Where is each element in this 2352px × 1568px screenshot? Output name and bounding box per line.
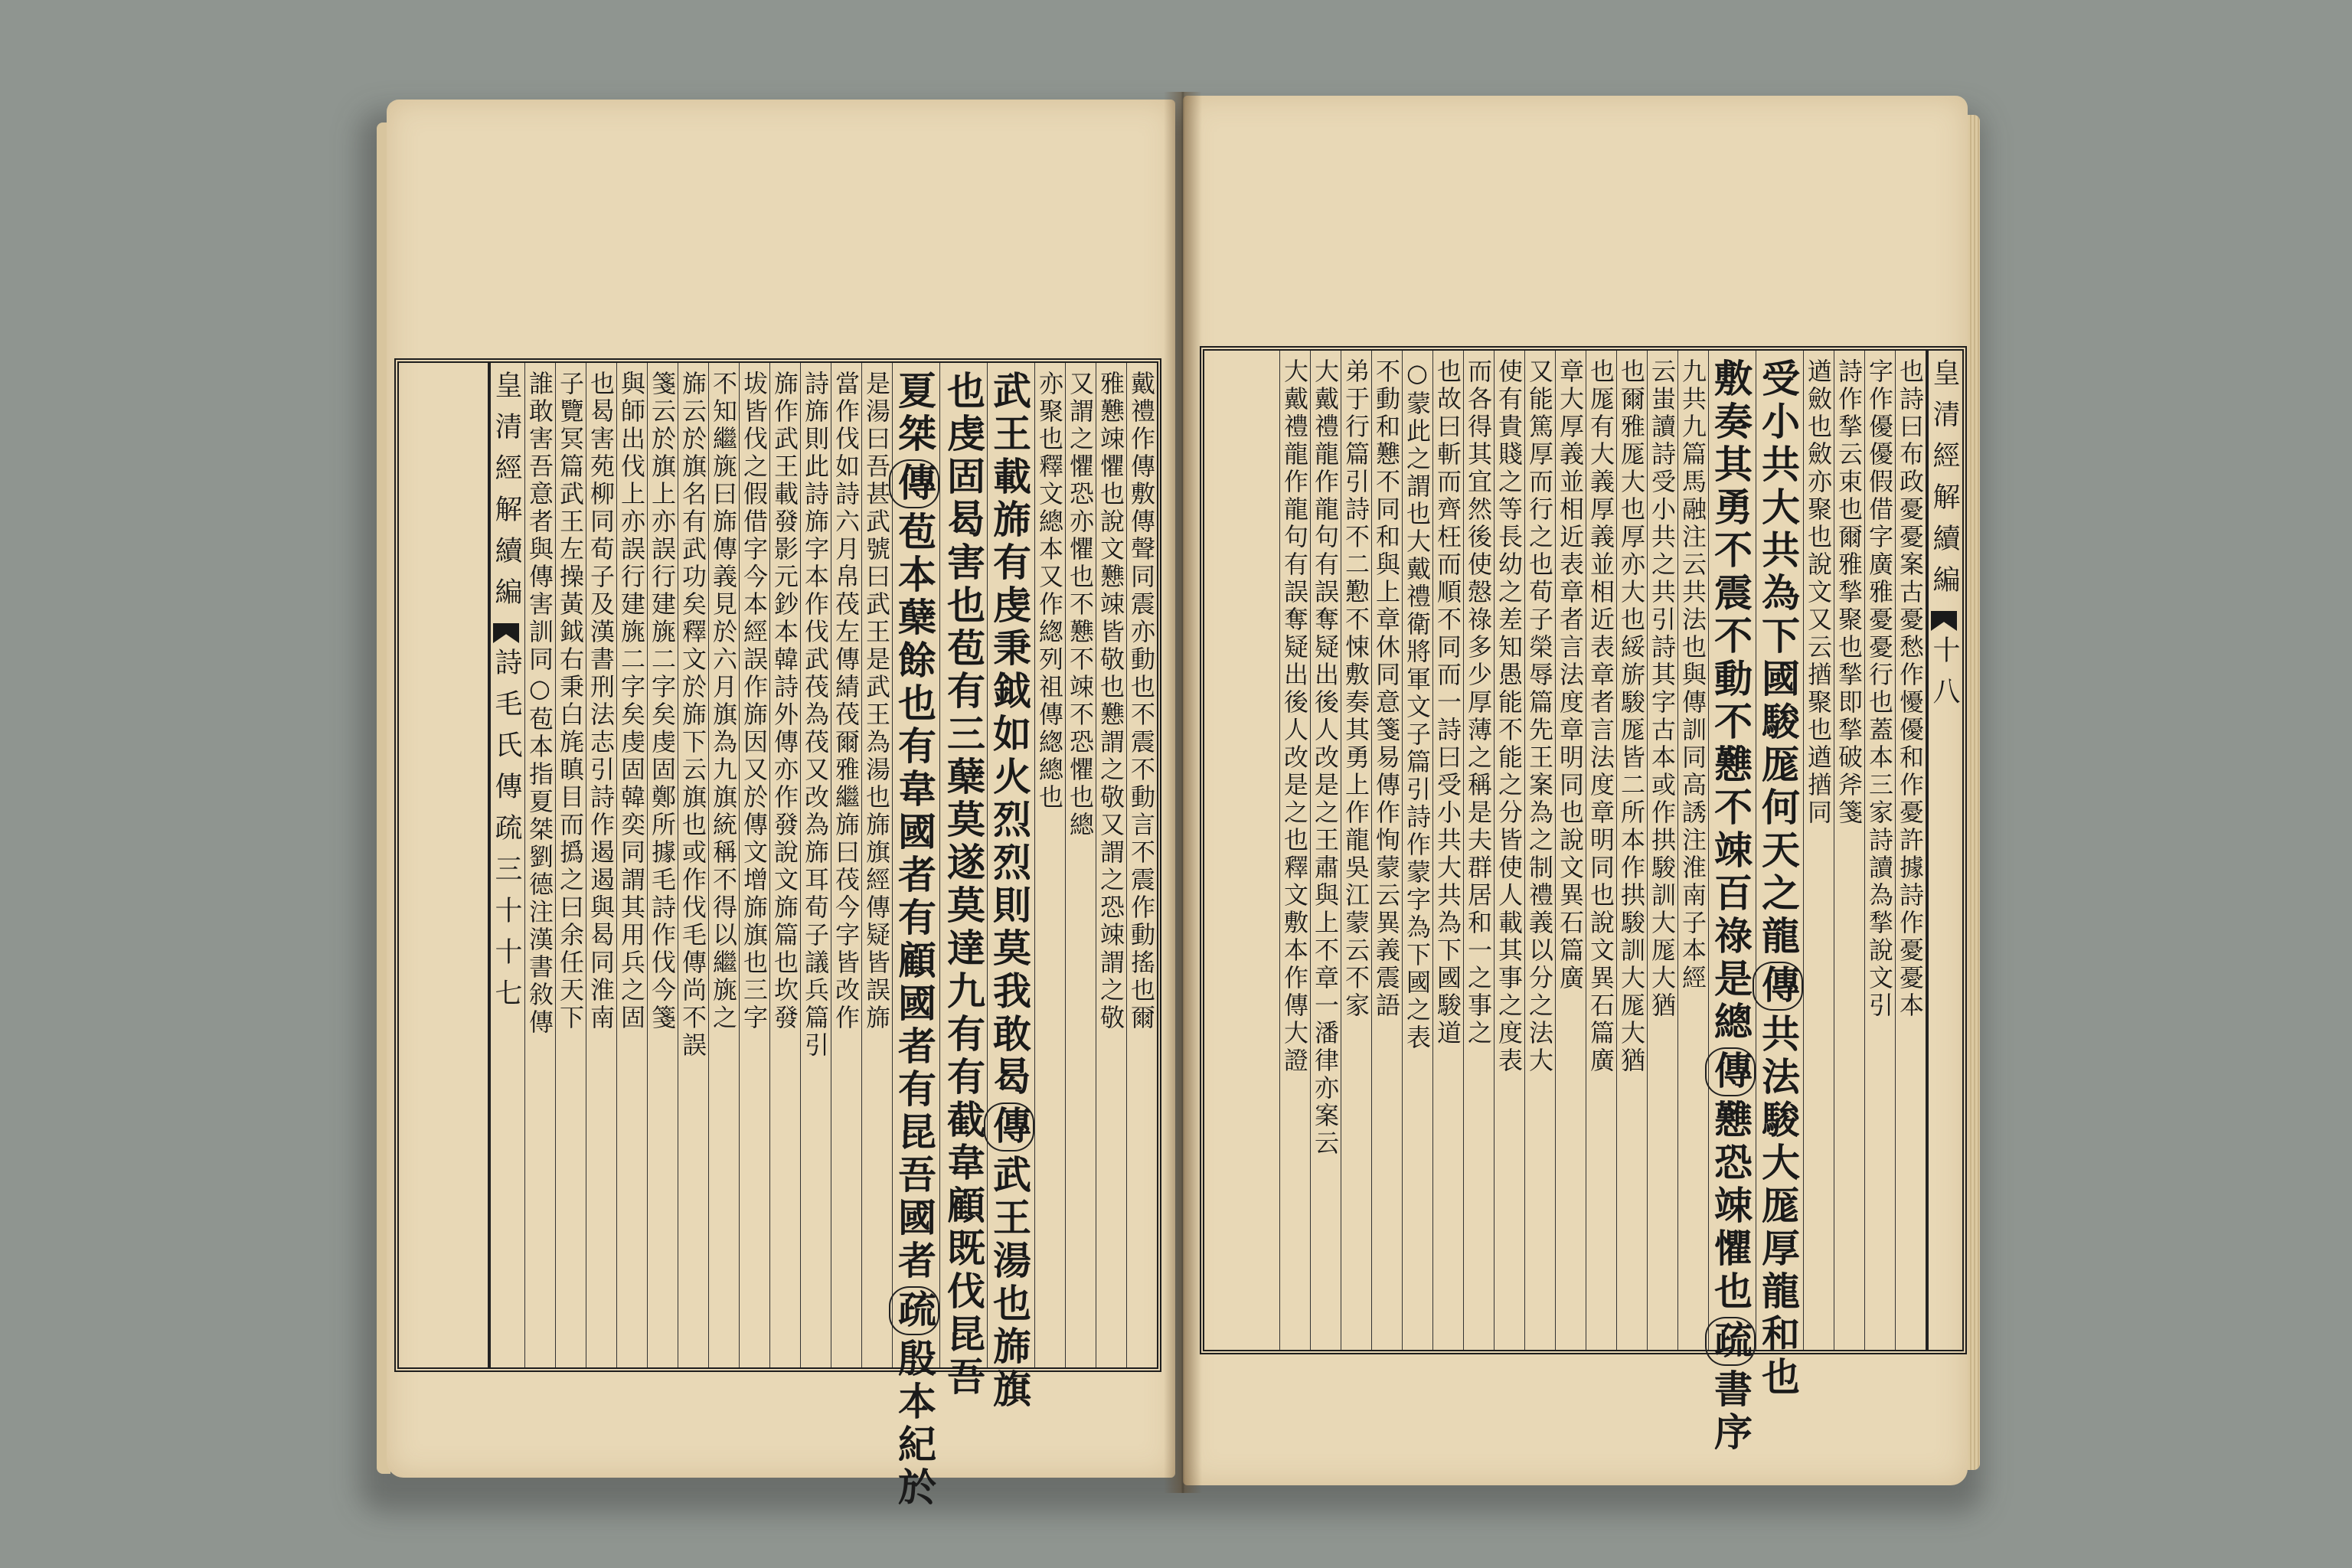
column-text: 箋云於旗上亦誤行建旐二字矣虔固鄭所據毛詩作伐今箋 [648,371,677,1032]
column-text: 九共九篇馬融注云共法也與傳訓同高誘注淮南子本經 [1678,358,1707,992]
column-text: 也虔固曷害也苞有三蘖莫遂莫達九有有截韋顧既伐昆吾 [941,371,986,1400]
left-column-6 [939,363,987,1400]
column-text: 而各得其宜然後使慤祿多少厚薄之稱是夫群居和一之事之 [1464,358,1493,1047]
left-column-14 [678,363,708,1367]
column-text: 是湯曰吾甚武號曰武王是武王為湯也旆旗經傳疑皆誤旆 [862,371,891,1032]
right-column-12 [1524,351,1555,1350]
column-text: 誰敢害吾意者與傳害訓同○苞本指夏桀劉德注漢書敘傳 [525,371,554,1037]
right-column-16 [1402,351,1432,1350]
column-text: 字作優優假借字廣雅憂憂行也蓋本三家詩讀為揫說文引 [1865,358,1894,1020]
left-column-1 [1126,363,1157,1367]
book-gutter [1164,92,1202,1493]
left-column-18 [555,363,586,1367]
column-text: 不知繼旐曰旆傳義見於六月旗為九旗統稱不得以繼旐之 [709,371,738,1032]
right-column-20 [1279,351,1310,1350]
column-text: 也爾雅厖大也厚亦大也綏旂駿厖皆二所本作拱駿訓大厖大猶 [1617,358,1646,1075]
left-column-7 [892,363,939,1510]
right-column-6 [1708,351,1756,1455]
right-column-7 [1677,351,1708,1350]
column-text: 弟于行篇引詩不二懃不悚敷奏其勇上作龍吳江蒙云不家 [1341,358,1370,1020]
left-text-frame [394,358,1161,1510]
column-text: 又能篤厚而行之也荀子榮辱篇先王案為之制禮義以分之法大 [1525,358,1554,1075]
column-text: 也詩曰布政憂憂案古憂愁作懮優和作憂許據詩作憂憂本 [1896,358,1925,1020]
column-text: 雅戁竦懼也說文戁竦皆敬也戁謂之敬又謂之恐竦謂之敬 [1096,371,1125,1032]
right-column-8 [1647,351,1677,1350]
right-column-5 [1756,351,1803,1400]
right-column-14 [1463,351,1494,1350]
right-column-18 [1341,351,1371,1350]
right-column-11 [1555,351,1586,1350]
left-column-11 [769,363,800,1367]
right-column-19 [1310,351,1341,1350]
fishtail-ornament [493,623,519,643]
column-text: ○蒙此之謂也大戴禮衛將軍文子篇引詩作蒙字為下國之表 [1403,358,1432,1052]
commentary-text: 共法駿大厖厚龍和也 [1756,1014,1801,1400]
column-text: 遒斂也斂亦聚也說文又云揂聚也遒揂同 [1804,358,1833,827]
annotation-mark: 疏 [889,1286,939,1335]
commentary-text: 武王湯也旆旗 [987,1155,1032,1412]
folio-number: 十八 [1929,635,1960,718]
column-text: 大戴禮龍作龍句有誤奪疑出後人改是之也釋文敷本作傳大證 [1280,358,1309,1075]
column-text: 也故曰斬而齊枉而順不同而一詩曰受小共大共為下國駿道 [1433,358,1462,1047]
column-text: 夏桀 [892,371,937,456]
column-text: 章大厚義並相近表章者言法度章明同也說文異石篇廣 [1556,358,1585,992]
right-column-17 [1371,351,1402,1350]
column-text: 也曷害苑柳同荀子及漢書刑法志引詩作遏遏與曷同淮南 [586,371,616,1032]
commentary-text: 苞本蘖餘也有韋國者有顧國者有昆吾國者 [892,511,937,1283]
right-column-10 [1586,351,1616,1350]
column-text: 詩旆則此詩旆字本作伐武茷為茷又改為旆耳荀子議兵篇引 [801,371,830,1060]
right-margin-column [1926,351,1962,1350]
left-column-5 [987,363,1034,1412]
column-text: 武王載旆有虔秉鉞如火烈烈則莫我敢曷 [987,371,1032,1099]
right-column-3 [1834,351,1864,1350]
column-text: 敷奏其勇不震不動不戁不竦百祿是總 [1708,358,1753,1044]
column-text: 也厖有大義厚義並相近表章者言法度章明同也說文異石篇廣 [1586,358,1615,1075]
book-title: 皇清經解續編 [491,371,522,619]
column-text: 當作伐如詩六月帛茷左傳綪茷爾雅繼旆曰茷今字皆改作 [831,371,861,1032]
commentary-text: 書序 [1708,1369,1753,1455]
column-text: 旆云於旗名有武功矣釋文於旆下云旗也或作伐毛傳尚不誤 [678,371,707,1060]
left-column-4 [1034,363,1065,1367]
column-text: 詩作揫云束也爾雅揫聚也揫即揫破斧箋 [1834,358,1864,827]
fishtail-ornament [1931,611,1957,631]
right-column-4 [1803,351,1834,1350]
left-column-17 [586,363,616,1367]
commentary-text: 戁恐竦懼也 [1708,1099,1753,1314]
chapter-title: 詩毛氏傳疏三十 [491,648,522,937]
left-column-10 [800,363,831,1367]
annotation-mark: 傳 [984,1102,1034,1152]
right-text-frame [1200,346,1967,1455]
left-column-8 [861,363,892,1367]
annotation-mark: 傳 [1753,962,1803,1011]
column-text: 旆作武王載發影元鈔本韓詩外傳亦作發說文旆篇也坎發 [770,371,799,1032]
annotation-mark: 傳 [889,459,939,508]
column-text: 又謂之懼恐亦懼也不戁不竦不恐懼也總 [1066,371,1095,839]
left-column-2 [1096,363,1126,1367]
column-text: 亦聚也釋文總本又作緫列祖傳緫總也 [1035,371,1064,812]
commentary-text: 殷本紀於 [892,1338,937,1510]
left-column-16 [616,363,647,1367]
right-column-2 [1864,351,1895,1350]
column-text: 坺皆伐之假借字今本經誤作旆因又於傳文增旆旗也三字 [740,371,769,1032]
folio-number: 十七 [491,937,522,1020]
column-text: 與師出伐上亦誤行建旐二字矣虔固韓奕同謂其用兵之固 [617,371,646,1032]
left-column-19 [524,363,555,1367]
left-column-12 [739,363,769,1367]
column-text: 云蚩讀詩受小共之共引詩其字古本或作拱駿訓大厖大猶 [1648,358,1677,1020]
right-column-9 [1616,351,1647,1350]
book-title: 皇清經解續編 [1929,358,1960,606]
left-column-9 [831,363,861,1367]
annotation-mark: 傳 [1705,1047,1756,1096]
left-column-15 [647,363,678,1367]
right-column-15 [1432,351,1463,1350]
annotation-mark: 疏 [1705,1317,1756,1366]
left-margin-column [488,363,524,1367]
right-column-13 [1494,351,1524,1350]
column-text: 使有貴賤之等長幼之差知愚能不能之分皆使人載其事之度表 [1494,358,1524,1075]
column-text: 不動和戁不同和與上章休同意箋易傳作恂蒙云異義震語 [1372,358,1401,1020]
left-column-3 [1065,363,1096,1367]
column-text: 戴禮作傳敷傳聲同震亦動也不震不動言不震作動搖也爾 [1127,371,1156,1032]
column-text: 子覽冥篇武王左操黃鉞右秉白旄瞋目而撝之曰余任天下 [556,371,585,1032]
column-text: 受小共大共為下國駿厖何天之龍 [1756,358,1801,959]
column-text: 大戴禮龍作龍句有誤奪疑出後人改是之王肅與上不章一潘律亦案云 [1311,358,1340,1158]
left-column-13 [708,363,739,1367]
right-column-1 [1895,351,1926,1350]
